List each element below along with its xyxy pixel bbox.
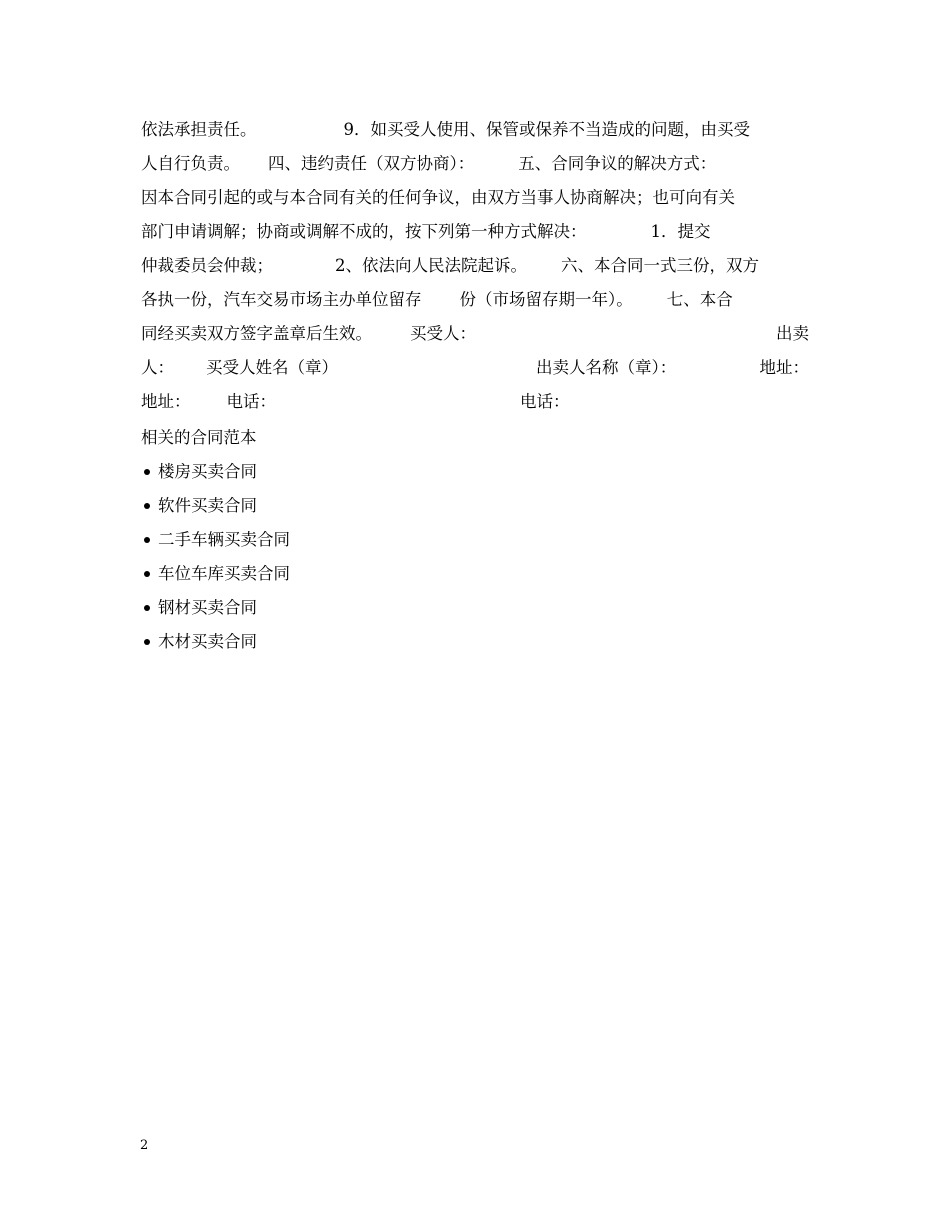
text-segment: 9．如买受人使用、保管或保养不当造成的问题，由买受 — [343, 120, 750, 139]
text-segment: 2、依法向人民法院起诉。 — [335, 256, 527, 275]
list-item-label: 木材买卖合同 — [158, 632, 257, 651]
list-item-label: 软件买卖合同 — [158, 496, 257, 515]
text-segment: 人自行负责。 — [141, 154, 240, 173]
text-segment: 人： — [141, 358, 174, 377]
body-line-3 — [141, 181, 809, 215]
list-item[interactable] — [141, 523, 809, 557]
list-item-label: 钢材买卖合同 — [158, 598, 257, 617]
text-segment: 依法承担责任。 — [141, 120, 257, 139]
text-segment: 买受人姓名（章） — [206, 358, 338, 377]
body-line-5 — [141, 249, 809, 283]
list-item[interactable] — [141, 557, 809, 591]
text-segment: 出卖 — [776, 324, 809, 343]
text-segment: 各执一份，汽车交易市场主办单位留存 — [141, 290, 422, 309]
text-segment: 买受人： — [410, 324, 476, 343]
text-segment: 六、本合同一式三份，双方 — [561, 256, 759, 275]
body-line-8 — [141, 351, 809, 385]
document-body — [141, 113, 809, 659]
bullet-icon — [144, 469, 150, 475]
list-item[interactable] — [141, 455, 809, 489]
body-line-4 — [141, 215, 809, 249]
bullet-icon — [144, 605, 150, 611]
body-line-6 — [141, 283, 809, 317]
text-segment: 七、本合 — [666, 290, 733, 309]
list-item-label: 二手车辆买卖合同 — [158, 530, 290, 549]
text-segment: 地址： — [759, 358, 809, 377]
list-item-label: 楼房买卖合同 — [158, 462, 257, 481]
page-number: 2 — [140, 1138, 149, 1153]
body-line-2 — [141, 147, 809, 181]
text-segment: 地址： — [141, 392, 191, 411]
bullet-icon — [144, 537, 150, 543]
related-templates-title: 相关的合同范本 — [141, 428, 257, 447]
bullet-icon — [144, 639, 150, 645]
body-line-9 — [141, 385, 809, 419]
body-line-1 — [141, 113, 809, 147]
list-item-label: 车位车库买卖合同 — [158, 564, 290, 583]
text-segment: 份（市场留存期一年）。 — [459, 290, 633, 309]
text-segment: 1．提交 — [650, 222, 711, 241]
text-segment: 五、合同争议的解决方式： — [518, 154, 717, 173]
text-segment: 部门申请调解；协商或调解不成的，按下列第一种方式解决： — [141, 222, 587, 241]
text-segment: 电话： — [520, 392, 570, 411]
list-item[interactable] — [141, 591, 809, 625]
text-segment: 同经买卖双方签字盖章后生效。 — [141, 324, 372, 343]
text-segment: 四、违约责任（双方协商）： — [268, 154, 475, 173]
text-segment: 仲裁委员会仲裁； — [141, 256, 273, 275]
body-line-7 — [141, 317, 809, 351]
bullet-icon — [144, 571, 150, 577]
text-segment: 电话： — [226, 392, 276, 411]
list-item[interactable] — [141, 489, 809, 523]
bullet-icon — [144, 503, 150, 509]
list-item[interactable] — [141, 625, 809, 659]
text-segment: 因本合同引起的或与本合同有关的任何争议，由双方当事人协商解决；也可向有关 — [141, 188, 735, 207]
text-segment: 出卖人名称（章）： — [536, 358, 677, 377]
